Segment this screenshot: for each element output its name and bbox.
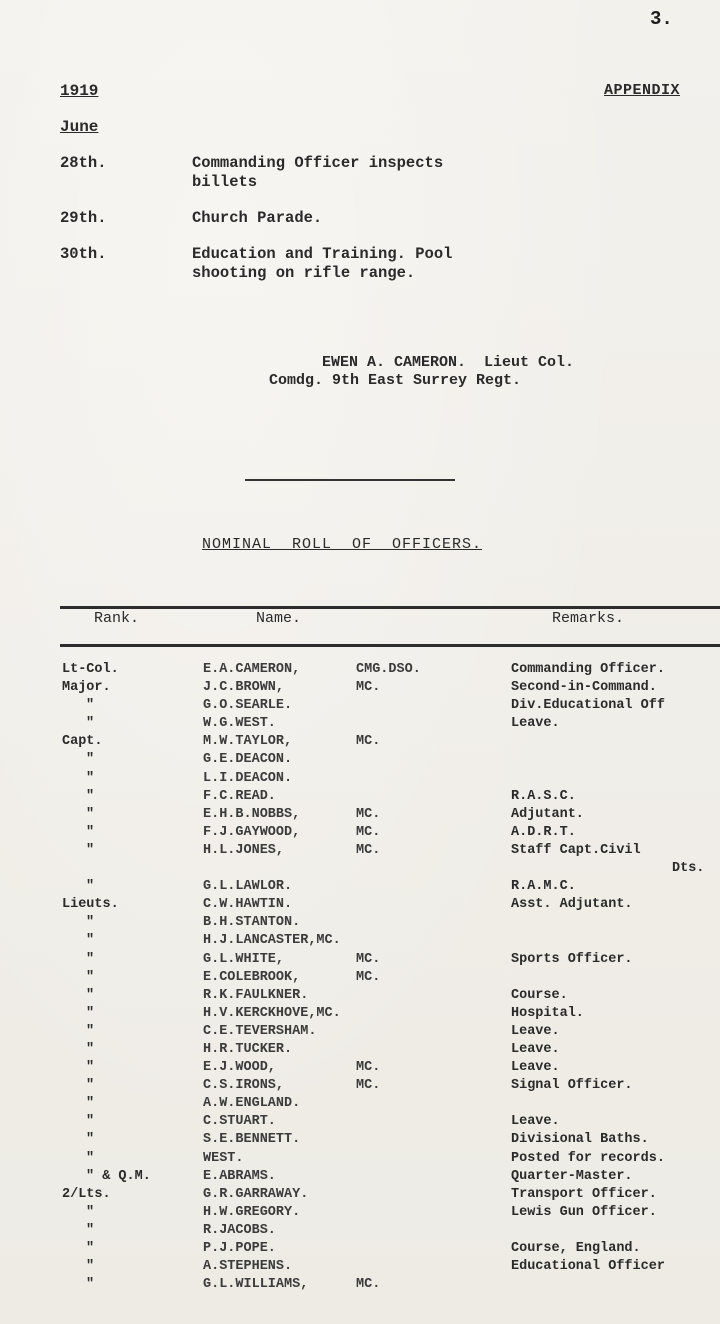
officer-remarks: Sports Officer.	[511, 951, 633, 967]
table-row	[0, 843, 720, 879]
table-row	[0, 988, 720, 1006]
officer-remarks: Leave.	[511, 1060, 560, 1076]
officer-rank: "	[86, 824, 95, 840]
table-row	[0, 1259, 720, 1277]
diary-month: June	[60, 118, 99, 136]
table-row	[0, 789, 720, 807]
officer-rank: "	[86, 1005, 95, 1021]
officer-name: A.W.ENGLAND.	[203, 1096, 301, 1112]
table-row	[0, 915, 720, 933]
column-header-name: Name.	[256, 610, 302, 627]
table-row	[0, 1078, 720, 1096]
officer-name: J.C.BROWN,	[203, 680, 285, 696]
officer-name: H.W.GREGORY.	[203, 1204, 301, 1220]
officer-honours: MC.	[356, 842, 381, 858]
appendix-label: APPENDIX	[604, 82, 681, 99]
officer-rank: "	[86, 1222, 95, 1238]
table-row	[0, 1114, 720, 1132]
officer-rank: " & Q.M.	[86, 1168, 151, 1184]
page-number: 3.	[650, 8, 673, 30]
officer-remarks: Leave.	[511, 716, 560, 732]
officer-remarks: Hospital.	[511, 1005, 584, 1021]
nominal-roll-title: NOMINAL ROLL OF OFFICERS.	[202, 536, 483, 553]
officer-rank: "	[86, 1114, 95, 1130]
officer-name: C.E.TEVERSHAM.	[203, 1023, 317, 1039]
officer-rank: "	[86, 1078, 95, 1094]
officer-rank: "	[86, 915, 95, 931]
officer-rank: "	[86, 933, 95, 949]
officer-honours: MC.	[356, 824, 381, 840]
officer-name: C.S.IRONS,	[203, 1078, 285, 1094]
officer-remarks: Transport Officer.	[511, 1186, 657, 1202]
officer-name: G.O.SEARLE.	[203, 698, 293, 714]
table-row	[0, 807, 720, 825]
officer-rank: "	[86, 716, 95, 732]
officer-rank: "	[86, 1132, 95, 1148]
officer-name: G.L.LAWLOR.	[203, 879, 293, 895]
table-row	[0, 698, 720, 716]
table-row	[0, 1132, 720, 1150]
table-row	[0, 1024, 720, 1042]
table-row	[0, 1060, 720, 1078]
officer-name: P.J.POPE.	[203, 1241, 276, 1256]
officer-remarks: R.A.M.C.	[511, 879, 576, 895]
officer-name: WEST.	[203, 1150, 244, 1166]
table-row	[0, 1205, 720, 1223]
officer-rank: "	[86, 1150, 95, 1166]
officer-name: G.L.WILLIAMS,	[203, 1277, 309, 1293]
officer-rank: "	[86, 987, 95, 1003]
officer-honours: MC.	[356, 1078, 381, 1094]
officer-remarks: Course, England.	[511, 1241, 641, 1256]
officer-remarks: Educational Officer	[511, 1259, 665, 1275]
diary-entry-date: 28th.	[60, 154, 107, 172]
officer-name: G.R.GARRAWAY.	[203, 1186, 309, 1202]
officer-rank: Lt-Col.	[62, 662, 119, 677]
officer-name: E.ABRAMS.	[203, 1168, 276, 1184]
officer-remarks: Adjutant.	[511, 806, 584, 822]
officer-name: F.J.GAYWOOD,	[203, 824, 301, 840]
officer-remarks: A.D.R.T.	[511, 824, 576, 840]
officer-rank: 2/Lts.	[62, 1186, 111, 1202]
officers-roll	[0, 662, 720, 1295]
officer-rank: Lieuts.	[62, 897, 119, 913]
officer-remarks: Commanding Officer.	[511, 662, 665, 677]
officer-name: H.L.JONES,	[203, 842, 285, 858]
officer-rank: "	[86, 1060, 95, 1076]
officer-rank: "	[86, 1259, 95, 1275]
officer-name: M.W.TAYLOR,	[203, 734, 293, 750]
officer-remarks: Signal Officer.	[511, 1078, 633, 1094]
table-row	[0, 734, 720, 752]
officer-honours: MC.	[356, 1277, 381, 1293]
officer-name: E.H.B.NOBBS,	[203, 806, 301, 822]
officer-rank: "	[86, 698, 95, 714]
officer-rank: "	[86, 806, 95, 822]
signature-name: EWEN A. CAMERON. Lieut Col.	[322, 354, 575, 371]
table-header-rule	[60, 644, 720, 647]
officer-rank: "	[86, 1277, 95, 1293]
officer-name: A.STEPHENS.	[203, 1259, 293, 1275]
diary-entry-text: Education and Training. Pool shooting on rifle range.	[192, 245, 453, 282]
officer-rank: Major.	[62, 680, 111, 696]
diary-entry-date: 29th.	[60, 209, 107, 227]
table-row	[0, 933, 720, 951]
officer-remarks: Div.Educational Off	[511, 698, 665, 714]
signature-command: Comdg. 9th East Surrey Regt.	[269, 372, 522, 389]
table-row	[0, 752, 720, 770]
officer-name: H.V.KERCKHOVE,MC.	[203, 1005, 341, 1021]
table-row	[0, 952, 720, 970]
table-row	[0, 662, 720, 680]
officer-remarks: Leave.	[511, 1023, 560, 1039]
table-row	[0, 1042, 720, 1060]
officer-honours: MC.	[356, 951, 381, 967]
officer-remarks-continued: Dts.	[672, 860, 705, 876]
diary-entry-date: 30th.	[60, 245, 107, 263]
officer-name: H.R.TUCKER.	[203, 1041, 293, 1057]
column-header-rank: Rank.	[94, 610, 140, 627]
officer-name: B.H.STANTON.	[203, 915, 301, 931]
officer-name: R.JACOBS.	[203, 1222, 276, 1238]
officer-honours: CMG.DSO.	[356, 662, 421, 677]
officer-honours: MC.	[356, 734, 381, 750]
officer-rank: "	[86, 788, 95, 804]
table-row	[0, 1006, 720, 1024]
officer-name: C.W.HAWTIN.	[203, 897, 293, 913]
officer-rank: "	[86, 969, 95, 985]
officer-rank: "	[86, 770, 95, 786]
officer-remarks: Leave.	[511, 1041, 560, 1057]
table-row	[0, 1223, 720, 1241]
officer-remarks: Asst. Adjutant.	[511, 897, 633, 913]
column-header-remarks: Remarks.	[552, 610, 625, 627]
officer-rank: "	[86, 842, 95, 858]
officer-name: S.E.BENNETT.	[203, 1132, 301, 1148]
section-divider	[245, 479, 455, 481]
officer-rank: "	[86, 752, 95, 768]
table-row	[0, 1151, 720, 1169]
officer-remarks: Posted for records.	[511, 1150, 665, 1166]
table-row	[0, 716, 720, 734]
officer-remarks: Second-in-Command.	[511, 680, 657, 696]
officer-rank: "	[86, 879, 95, 895]
table-row	[0, 1096, 720, 1114]
officer-rank: Capt.	[62, 734, 103, 750]
officer-remarks: R.A.S.C.	[511, 788, 576, 804]
table-row	[0, 1187, 720, 1205]
officer-honours: MC.	[356, 1060, 381, 1076]
table-row	[0, 879, 720, 897]
diary-entry-text: Commanding Officer inspects billets	[192, 154, 444, 191]
officer-rank: "	[86, 1096, 95, 1112]
officer-name: G.L.WHITE,	[203, 951, 285, 967]
table-row	[0, 771, 720, 789]
table-row	[0, 897, 720, 915]
table-row	[0, 680, 720, 698]
table-row	[0, 1277, 720, 1295]
table-row	[0, 1241, 720, 1259]
officer-name: R.K.FAULKNER.	[203, 987, 309, 1003]
table-row	[0, 825, 720, 843]
officer-name: W.G.WEST.	[203, 716, 276, 732]
officer-remarks: Course.	[511, 987, 568, 1003]
diary-year: 1919	[60, 82, 99, 100]
officer-remarks: Quarter-Master.	[511, 1168, 633, 1184]
officer-honours: MC.	[356, 806, 381, 822]
officer-rank: "	[86, 1241, 95, 1256]
officer-name: L.I.DEACON.	[203, 770, 293, 786]
officer-name: F.C.READ.	[203, 788, 276, 804]
officer-rank: "	[86, 951, 95, 967]
officer-name: E.J.WOOD,	[203, 1060, 276, 1076]
officer-name: G.E.DEACON.	[203, 752, 293, 768]
officer-rank: "	[86, 1023, 95, 1039]
officer-name: H.J.LANCASTER,MC.	[203, 933, 341, 949]
officer-honours: MC.	[356, 680, 381, 696]
officer-name: E.A.CAMERON,	[203, 662, 301, 677]
officer-remarks: Lewis Gun Officer.	[511, 1204, 657, 1220]
officer-remarks: Leave.	[511, 1114, 560, 1130]
officer-remarks: Divisional Baths.	[511, 1132, 649, 1148]
diary-entry-text: Church Parade.	[192, 209, 323, 227]
table-row	[0, 1169, 720, 1187]
officer-rank: "	[86, 1041, 95, 1057]
table-row	[0, 970, 720, 988]
officer-name: E.COLEBROOK,	[203, 969, 301, 985]
officer-name: C.STUART.	[203, 1114, 276, 1130]
officer-rank: "	[86, 1204, 95, 1220]
table-top-rule	[60, 606, 720, 609]
officer-honours: MC.	[356, 969, 381, 985]
officer-remarks: Staff Capt.Civil	[511, 842, 641, 858]
